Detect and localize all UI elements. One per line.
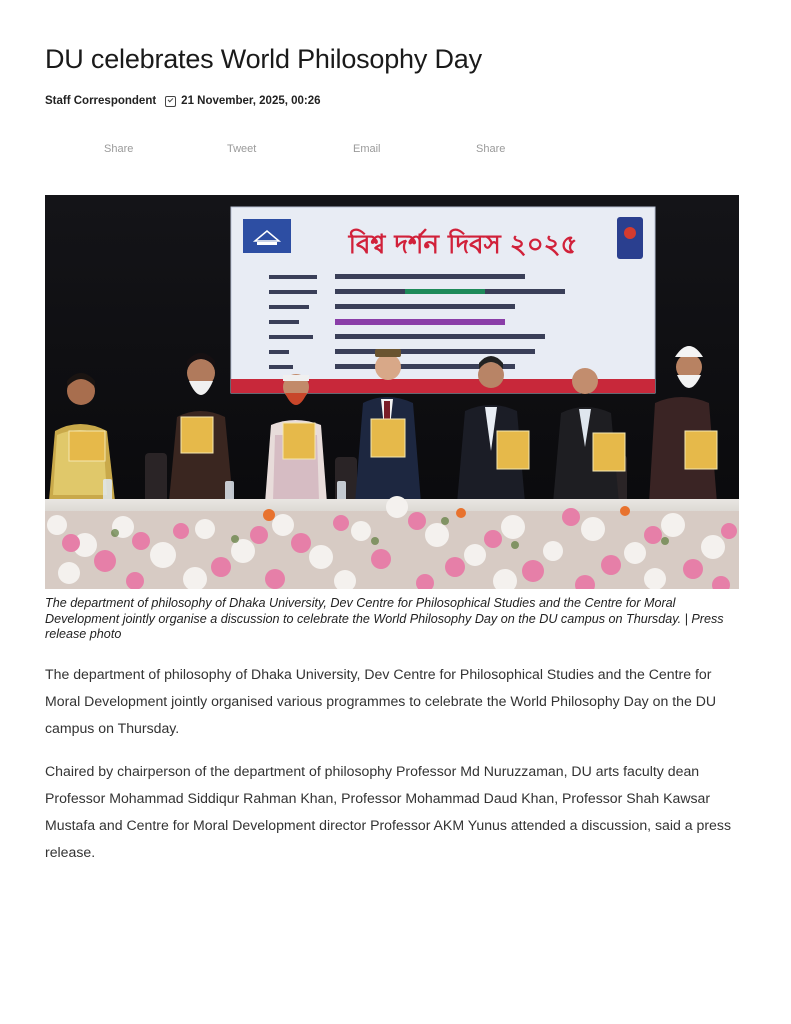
article-paragraph: Chaired by chairperson of the department of philosophy Professor Md Nuruzzaman, DU arts faculty dean Professor Mohammad Siddiqur Rahman Khan, Professor Mohammad Daud Khan, Professor Shah Kawsar Mustafa and Centre for Moral Development director Professor AKM Yunus attended a discussion, said a press release. bbox=[45, 763, 731, 860]
publish-date: 21 November, 2025, 00:26 bbox=[181, 95, 321, 107]
event-banner bbox=[231, 207, 655, 393]
share-tweet-button[interactable]: Tweet bbox=[227, 143, 257, 155]
share-email-button[interactable]: Email bbox=[353, 143, 381, 155]
author-name[interactable]: Staff Correspondent bbox=[45, 95, 157, 107]
banner-title: বিশ্ব দর্শন দিবস ২০২৫ bbox=[348, 230, 578, 260]
event-photo-illustration bbox=[45, 195, 739, 589]
byline bbox=[45, 95, 321, 107]
calendar-check-icon bbox=[165, 96, 176, 107]
article-paragraph: The department of philosophy of Dhaka University, Dev Centre for Philosophical Studies and the Centre for Moral Development jointly organised various programmes to celebrate the World Philosophy Day on the DU campus on Thursday. bbox=[45, 666, 717, 736]
article-title: DU celebrates World Philosophy Day bbox=[45, 44, 482, 74]
article-photo bbox=[45, 195, 739, 589]
share-other-button[interactable]: Share bbox=[476, 143, 506, 155]
unesco-logo-icon bbox=[243, 219, 291, 253]
photo-caption: The department of philosophy of Dhaka University, Dev Centre for Philosophical Studies and the Centre for Moral Development jointly organise a discussion to celebrate the World Philosophy Day on the DU campus on Thursday. | Press release photo bbox=[45, 596, 724, 641]
share-facebook-button[interactable]: Share bbox=[104, 143, 134, 155]
